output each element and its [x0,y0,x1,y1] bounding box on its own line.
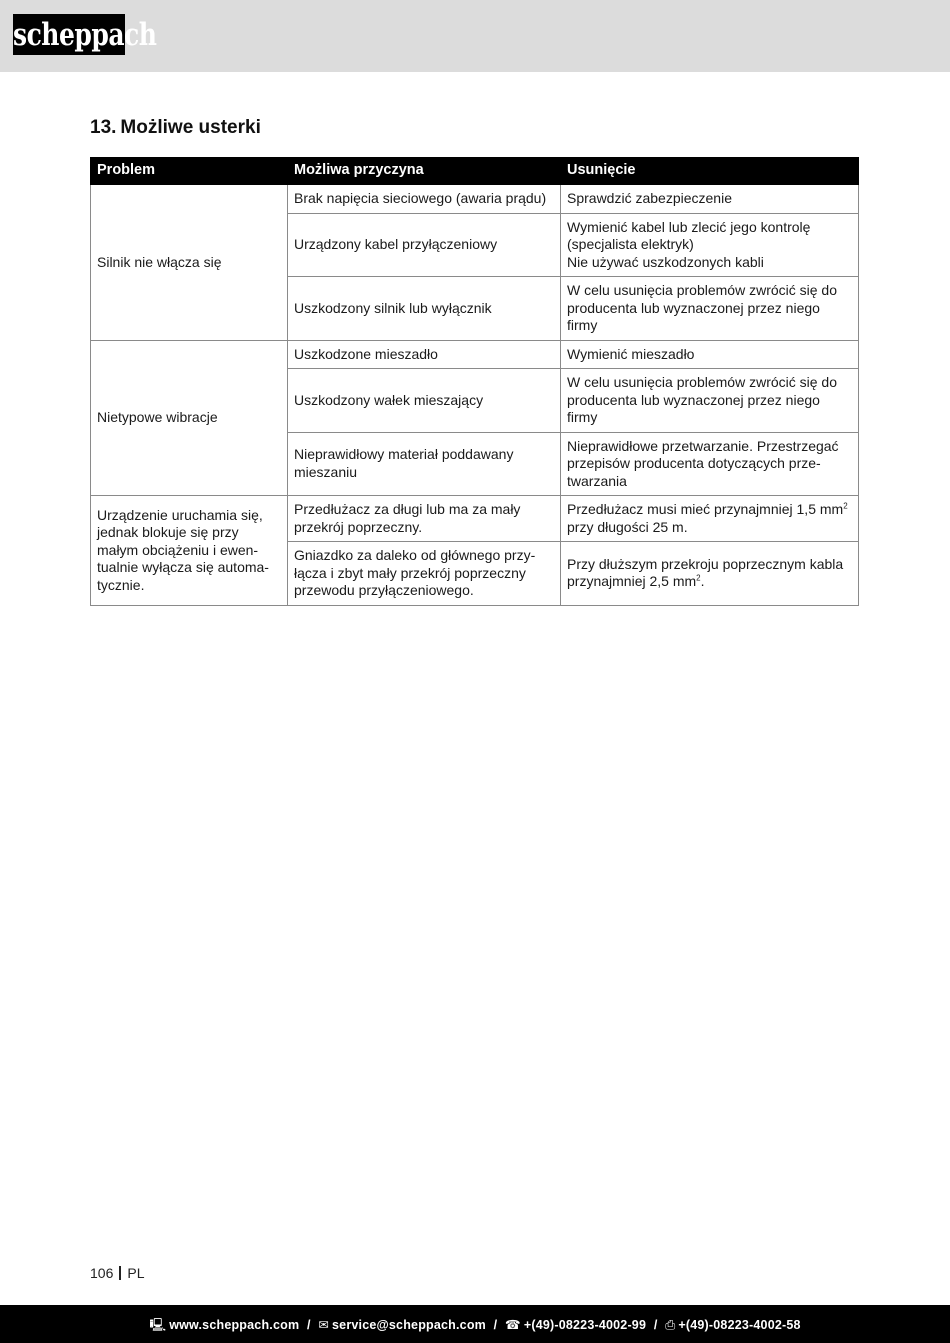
remedy-cell [561,542,859,606]
footer-separator: / [653,1318,658,1332]
footer-separator: / [493,1318,498,1332]
page-separator [119,1266,121,1280]
remedy-cell: W celu usunięcia problemów zwrócić się do producenta lub wyznaczonej przez niego firmy [561,277,859,341]
cause-cell: Uszkodzony wałek mieszający [288,369,561,433]
remedy-text: Przy dłuższym przekroju poprzecznym kabla przynajmniej 2,5 mm [567,555,844,590]
section-number: 13. [90,117,117,138]
cause-cell: Przedłużacz za długi lub ma za mały przekrój poprzeczny. [288,496,561,542]
cause-cell: Gniazdko za daleko od głównego przy-łącza i zbyt mały przekrój poprzeczny przewodu przyłączeniowego. [288,542,561,606]
page-language: PL [127,1265,145,1281]
footer-separator: / [306,1318,311,1332]
footer-band [0,1305,950,1343]
remedy-cell: Nieprawidłowe przetwarzanie. Przestrzegać przepisów producenta dotyczących prze-twarzania [561,432,859,496]
remedy-text: Przedłużacz musi mieć przynajmniej 1,5 mm [567,501,844,517]
remedy-cell: W celu usunięcia problemów zwrócić się do producenta lub wyznaczonej przez niego firmy [561,369,859,433]
computer-icon: 🖳︎ [149,1318,167,1332]
phone-icon: ☎︎ [505,1318,521,1332]
header-problem: Problem [91,158,288,185]
cause-cell: Brak napięcia sieciowego (awaria prądu) [288,185,561,214]
problem-cell: Urządzenie uruchamia się, jednak blokuje się przy małym obciążeniu i ewen-tualnie wyłącza się automa-tycznie. [91,496,288,606]
footer-phone: +(49)-08223-4002-99 [523,1318,647,1332]
remedy-line: Nie używać uszkodzonych kabli [567,253,764,270]
cause-cell: Uszkodzony silnik lub wyłącznik [288,277,561,341]
section-title-text: Możliwe usterki [120,117,261,138]
table-row [91,496,859,542]
problem-cell: Silnik nie włącza się [91,185,288,341]
table-row [91,185,859,214]
remedy-text-tail: . [700,573,705,590]
page-footer-number [90,1265,144,1281]
cause-cell: Nieprawidłowy materiał poddawany mieszaniu [288,432,561,496]
table-row [91,340,859,369]
footer-website[interactable]: www.scheppach.com [169,1318,300,1332]
remedy-cell [561,496,859,542]
page-number: 106 [90,1265,114,1281]
remedy-line: Wymienić kabel lub zlecić jego kontrolę (specjalista elektryk) [567,218,811,252]
superscript: 2 [696,573,701,583]
remedy-cell: Sprawdzić zabezpieczenie [561,185,859,214]
mail-icon: ✉︎ [318,1318,330,1332]
remedy-cell: Wymienić mieszadło [561,340,859,369]
header-remedy: Usunięcie [561,158,859,185]
section-title [90,117,261,139]
fax-icon: ⎙ [665,1318,676,1332]
superscript: 2 [843,501,848,511]
troubleshooting-table [90,157,859,606]
contact-line [0,1316,950,1337]
header-cause: Możliwa przyczyna [288,158,561,185]
remedy-cell [561,213,859,277]
problem-cell: Nietypowe wibracje [91,340,288,496]
cause-cell: Urządzony kabel przyłączeniowy [288,213,561,277]
brand-logo: scheppach [13,14,125,55]
remedy-text-tail: przy długości 25 m. [567,518,688,535]
footer-fax: +(49)-08223-4002-58 [678,1318,801,1332]
table-header-row [91,158,859,185]
footer-email[interactable]: service@scheppach.com [332,1318,486,1332]
cause-cell: Uszkodzone mieszadło [288,340,561,369]
header-band [0,0,950,72]
